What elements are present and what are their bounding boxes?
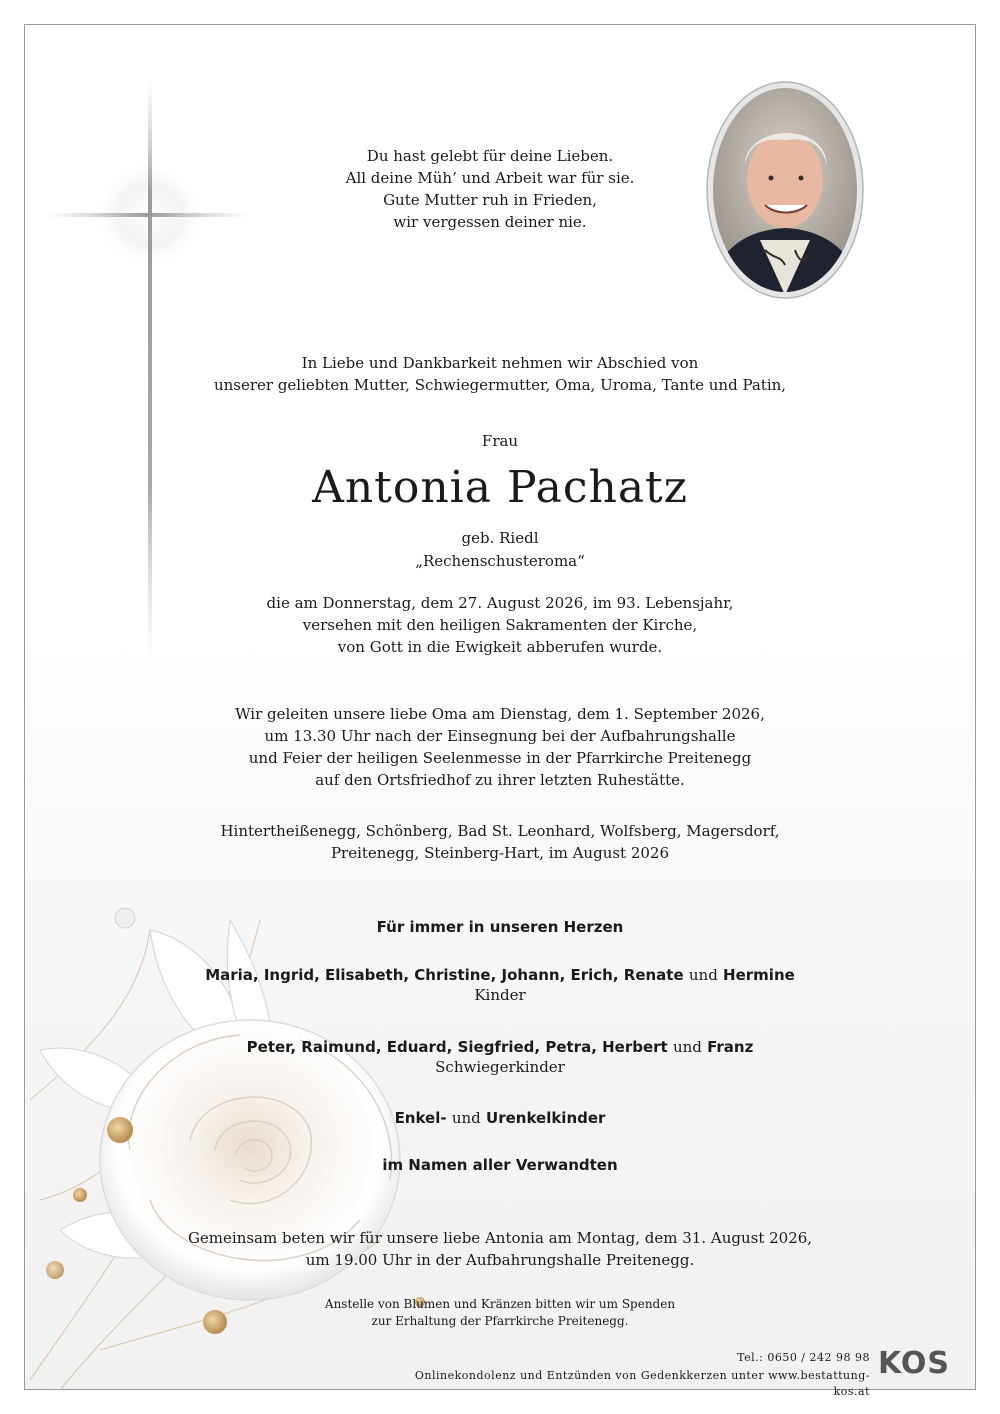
prayer-line: um 19.00 Uhr in der Aufbahrungshalle Preitenegg. [305, 1251, 695, 1269]
deceased-name: Antonia Pachatz [312, 462, 688, 513]
places-line: Preitenegg, Steinberg-Hart, im August 2026 [330, 844, 670, 862]
prayer-line: Gemeinsam beten wir für unsere liebe Antonia am Montag, dem 31. August 2026, [187, 1229, 813, 1247]
donation-line: Anstelle von Blumen und Kränzen bitten wir um Spenden [324, 1297, 676, 1311]
funeral-line: Wir geleiten unsere liebe Oma am Dienstag, dem 1. September 2026, [235, 705, 765, 723]
inlaws-block [0, 1038, 1000, 1078]
places-line: Hintertheißenegg, Schönberg, Bad St. Leonhard, Wolfsberg, Magersdorf, [220, 822, 780, 840]
intro-line: In Liebe und Dankbarkeit nehmen wir Abschied von [301, 354, 699, 372]
children-last-name: Hermine [723, 966, 795, 984]
grandchildren-und: und [451, 1109, 481, 1127]
poem-line: wir vergessen deiner nie. [393, 213, 587, 231]
grandchildren [0, 1109, 1000, 1127]
intro [0, 352, 1000, 396]
poem-line: Du hast gelebt für deine Lieben. [366, 147, 614, 165]
footer-online: Onlinekondolenz und Entzünden von Gedenkkerzen unter www.bestattung-kos.at [414, 1369, 870, 1398]
footer-phone: Tel.: 0650 / 242 98 98 [737, 1351, 870, 1364]
funeral-line: um 13.30 Uhr nach der Einsegnung bei der Aufbahrungshalle [264, 727, 736, 745]
grandchildren-b: Urenkelkinder [486, 1109, 606, 1127]
poem-line: Gute Mutter ruh in Frieden, [383, 191, 597, 209]
inlaws-und: und [672, 1038, 702, 1056]
kos-logo: KOS [878, 1346, 951, 1381]
poem-line: All deine Müh’ und Arbeit war für sie. [345, 169, 635, 187]
places [0, 820, 1000, 864]
donation-line: zur Erhaltung der Pfarrkirche Preitenegg. [371, 1314, 629, 1328]
funeral-line: auf den Ortsfriedhof zu ihrer letzten Ruhestätte. [315, 771, 685, 789]
forever-heading: Für immer in unseren Herzen [376, 918, 624, 936]
inlaws-names: Peter, Raimund, Eduard, Siegfried, Petra, Herbert [246, 1038, 668, 1056]
children-block [0, 966, 1000, 1006]
funeral-info [0, 703, 1000, 791]
death-notice-line: die am Donnerstag, dem 27. August 2026, im 93. Lebensjahr, [266, 594, 734, 612]
birth-name: geb. Riedl [461, 529, 539, 547]
death-notice [0, 592, 1000, 658]
donation-note [0, 1296, 1000, 1330]
funeral-line: und Feier der heiligen Seelenmesse in der Pfarrkirche Preitenegg [248, 749, 752, 767]
death-notice-line: versehen mit den heiligen Sakramenten der Kirche, [302, 616, 698, 634]
children-names: Maria, Ingrid, Elisabeth, Christine, Johann, Erich, Renate [205, 966, 684, 984]
nickname: „Rechenschusteroma“ [415, 552, 585, 570]
poem [320, 145, 660, 233]
portrait-photo [705, 80, 865, 300]
death-notice-line: von Gott in die Ewigkeit abberufen wurde. [337, 638, 663, 656]
salutation: Frau [481, 432, 519, 450]
intro-line: unserer geliebten Mutter, Schwiegermutter, Oma, Uroma, Tante und Patin, [213, 376, 787, 394]
grandchildren-a: Enkel- [394, 1109, 447, 1127]
inlaws-role: Schwiegerkinder [435, 1058, 565, 1076]
prayer-info [0, 1227, 1000, 1271]
inlaws-last-name: Franz [707, 1038, 754, 1056]
children-role: Kinder [474, 986, 526, 1004]
children-und: und [688, 966, 718, 984]
relatives: im Namen aller Verwandten [382, 1156, 618, 1174]
